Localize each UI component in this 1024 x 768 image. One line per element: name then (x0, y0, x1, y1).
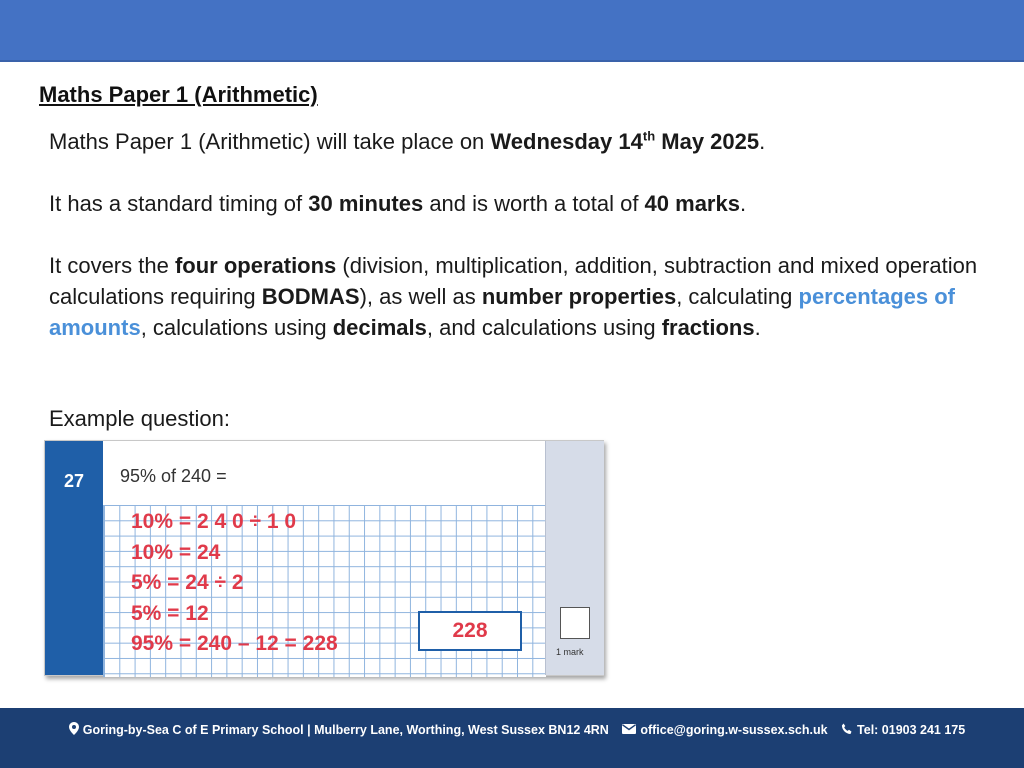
para3-end: . (754, 315, 761, 340)
location-pin-icon (69, 722, 79, 738)
footer (0, 708, 1024, 768)
para3-text-4: , calculating (676, 284, 799, 309)
example-question-image (44, 440, 604, 676)
paragraph-timing (49, 188, 999, 219)
footer-contact (0, 722, 1024, 738)
para3-text-5: , calculations using (140, 315, 333, 340)
working-line: 5% = 12 (131, 601, 209, 625)
envelope-icon (622, 723, 636, 737)
para3-fractions: fractions (661, 315, 755, 340)
para3-percentages-link[interactable]: percentages of amounts (49, 284, 955, 340)
phone-icon (841, 723, 853, 738)
para1-date-month: May 2025 (655, 129, 760, 154)
working-line: 5% = 24 ÷ 2 (131, 571, 244, 594)
para3-four-operations: four operations (174, 253, 337, 278)
working-line: 10% = 2 4 0 ÷ 1 0 (131, 510, 297, 533)
footer-school-address: Goring-by-Sea C of E Primary School | Mulberry Lane, Worthing, West Sussex BN12 4RN (82, 723, 609, 737)
example-label: Example question: (49, 406, 230, 431)
para3-number-properties: number properties (481, 284, 677, 309)
para1-text: Maths Paper 1 (Arithmetic) will take place on (49, 129, 491, 154)
footer-email-link[interactable]: office@goring.w-sussex.sch.uk (640, 723, 828, 737)
para1-end: . (759, 129, 766, 154)
working-line: 95% = 240 – 12 = 228 (131, 632, 338, 655)
para3-decimals: decimals (332, 315, 427, 340)
para3-text-2: (division, multiplication, addition, subtraction and mixed operation calculations requiring (49, 253, 978, 309)
para3-text-6: , and calculations using (426, 315, 662, 340)
para1-date-sup: th (642, 128, 656, 144)
working-line: 10% = 24 (131, 540, 221, 564)
para2-text-2: and is worth a total of (423, 191, 645, 216)
footer-telephone: Tel: 01903 241 175 (857, 723, 966, 737)
para2-marks: 40 marks (644, 191, 740, 216)
para2-minutes: 30 minutes (308, 191, 424, 216)
paragraph-date (49, 126, 999, 157)
page-title: Maths Paper 1 (Arithmetic) (39, 82, 318, 107)
mark-label: 1 mark (556, 647, 584, 657)
marks-column (545, 441, 604, 675)
answer-box: 228 (418, 611, 522, 651)
header-bar (0, 0, 1024, 62)
question-prompt: 95% of 240 = (120, 466, 227, 486)
para3-text-3: ), as well as (359, 284, 482, 309)
para2-end: . (739, 191, 747, 216)
para3-text-1: It covers the (49, 253, 175, 278)
para1-date: Wednesday 14 (490, 129, 643, 154)
question-number: 27 (63, 471, 85, 491)
question-number-column (45, 441, 103, 675)
para2-text-1: It has a standard timing of (49, 191, 309, 216)
paragraph-coverage (49, 250, 989, 343)
mark-checkbox (560, 607, 590, 639)
working-lines (131, 507, 338, 660)
para3-bodmas: BODMAS (261, 284, 360, 309)
